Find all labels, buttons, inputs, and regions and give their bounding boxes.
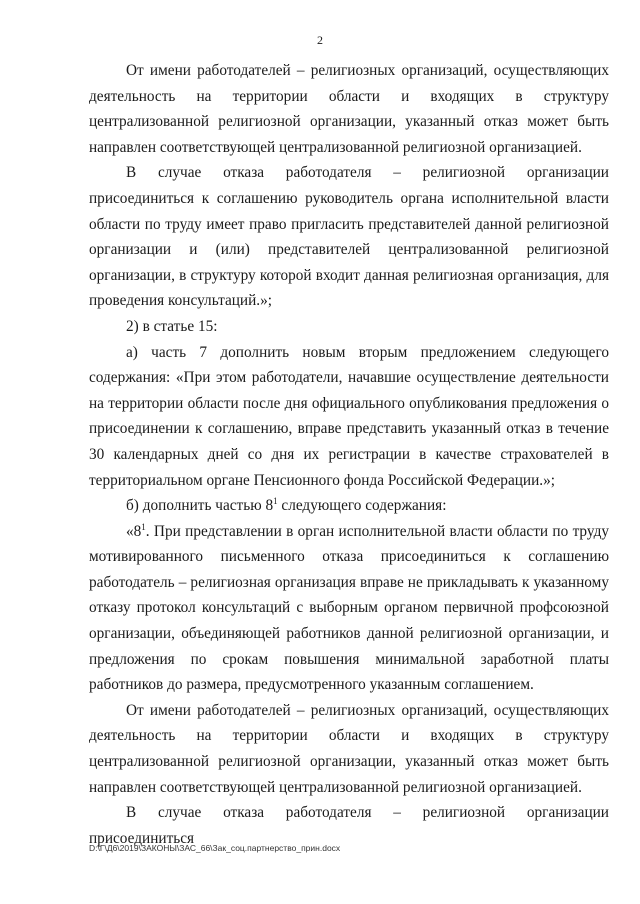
file-path-footer: D:\Г\Д6\2019\ЗАКОНЫ\ЗАС_66\Зак_соц.партнерство_прин.docx — [89, 843, 341, 853]
paragraph: В случае отказа работодателя – религиозной организации присоединиться к соглашению руководитель органа исполнительной власти области по труду имеет право пригласить представителей данной религиозной организации и (или) представителей централизованной религиозной организации, в структуру которой входит данная религиозная организация, для проведения консультаций.»; — [89, 164, 609, 310]
superscript: 1 — [141, 521, 146, 532]
paragraph: От имени работодателей – религиозных организаций, осуществляющих деятельность на территории области и входящих в структуру централизованной религиозной организации, указанный отказ может быть направлен соответствующей централизованной религиозной организацией. — [89, 62, 609, 156]
paragraph: а) часть 7 дополнить новым вторым предложением следующего содержания: «При этом работодатели, начавшие осуществление деятельности на территории области после дня официального опубликования предложения о присоединении к соглашению, вправе представить указанный отказ в течение 30 календарных дней со дня их регистрации в качестве страхователей в территориальном органе Пенсионного фонда Российской Федерации.»; — [89, 343, 609, 489]
paragraph-text: . При представлении в орган исполнительной власти области по труду мотивированного письменного отказа присоединиться к соглашению работодатель – религиозная организация вправе не прикладывать к указанному отказу протокол консультаций с выборным органом первичной профсоюзной организации, объединяющей работников данной религиозной организации, и предложения по срокам повышения минимальной заработной платы работников до размера, предусмотренного указанным соглашением. — [89, 522, 609, 694]
paragraph-text: «8 — [126, 522, 142, 540]
paragraph — [89, 493, 609, 519]
paragraph: 2) в статье 15: — [126, 317, 218, 335]
paragraph: В случае отказа работодателя – религиозной организации присоединиться — [89, 804, 609, 847]
superscript: 1 — [273, 496, 278, 507]
paragraph-text: следующего содержания: — [277, 497, 447, 515]
paragraph — [89, 519, 609, 698]
page-number: 2 — [317, 33, 323, 47]
paragraph: От имени работодателей – религиозных организаций, осуществляющих деятельность на территории области и входящих в структуру централизованной религиозной организации, указанный отказ может быть направлен соответствующей централизованной религиозной организацией. — [89, 701, 609, 796]
document-body — [89, 58, 609, 851]
paragraph-text: б) дополнить частью 8 — [126, 497, 274, 515]
